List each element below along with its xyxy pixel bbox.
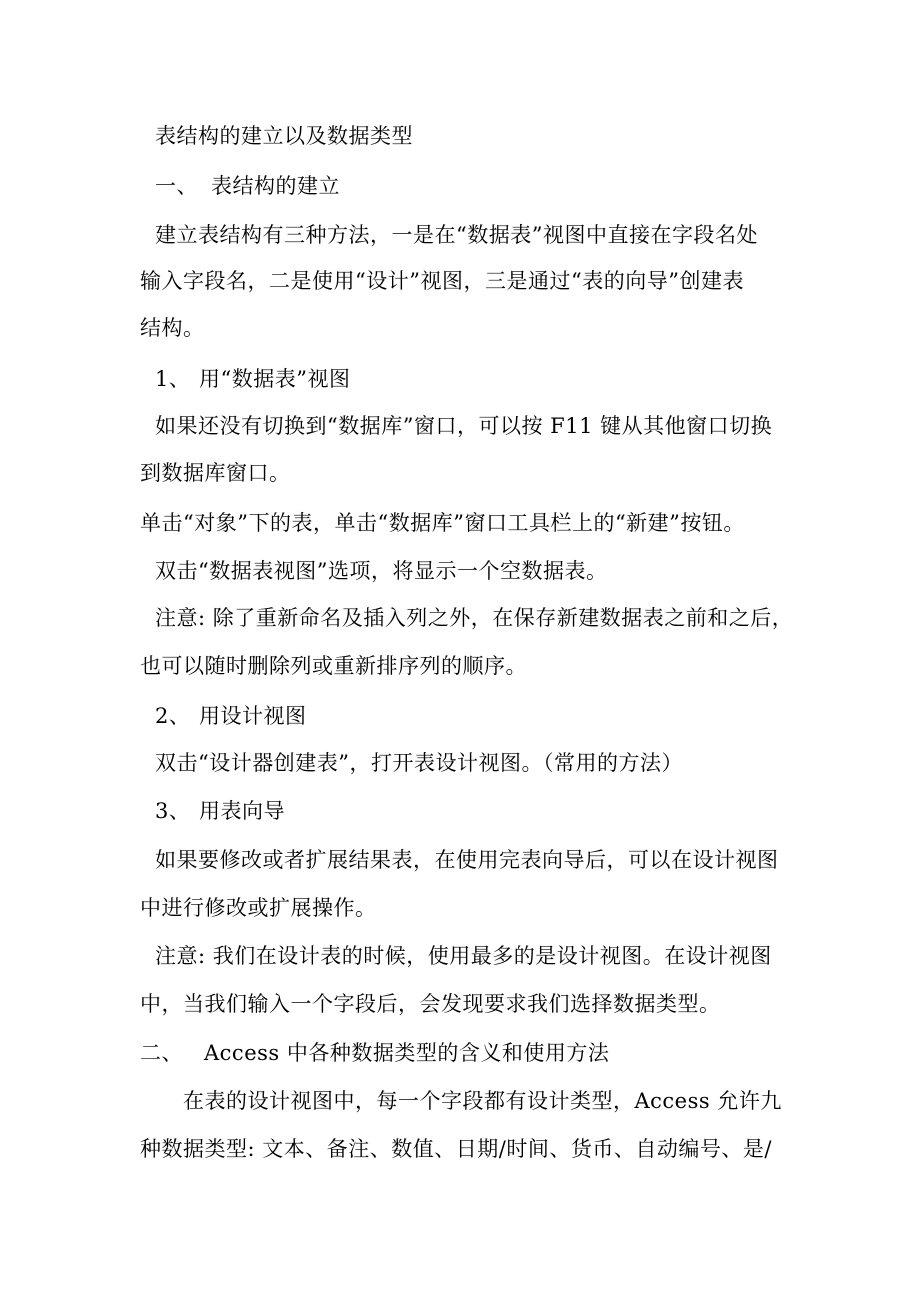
intro-line-3: 结构。	[140, 316, 205, 340]
item-2-title: 用设计视图	[199, 704, 307, 728]
item-1-paragraph-2: 单击“对象”下的表，单击“数据库”窗口工具栏上的“新建”按钮。	[140, 511, 745, 535]
item-1-paragraph-3: 双击“数据表视图”选项，将显示一个空数据表。	[155, 559, 608, 583]
item-2-number: 2、	[155, 704, 191, 728]
item-3-note-line-2: 中，当我们输入一个字段后，会发现要求我们选择数据类型。	[140, 992, 721, 1016]
section-2-paragraph-line-2: 种数据类型: 文本、备注、数值、日期/时间、货币、自动编号、是/	[140, 1137, 772, 1161]
document-title: 表结构的建立以及数据类型	[155, 124, 413, 148]
section-1-title: 表结构的建立	[211, 174, 340, 198]
item-1-paragraph-1-line-2: 到数据库窗口。	[140, 461, 291, 485]
item-3-number: 3、	[155, 799, 191, 823]
intro-line-1: 建立表结构有三种方法，一是在“数据表”视图中直接在字段名处	[155, 223, 758, 247]
item-2-paragraph-1: 双击“设计器创建表”，打开表设计视图。（常用的方法）	[155, 751, 683, 775]
item-1-note-line-2: 也可以随时删除列或重新排序列的顺序。	[140, 654, 527, 678]
section-2-number: 二、	[140, 1041, 183, 1065]
item-3-title: 用表向导	[199, 799, 285, 823]
item-1-heading	[155, 365, 805, 393]
item-3-heading	[155, 797, 805, 825]
section-2-paragraph-line-1: 在表的设计视图中，每一个字段都有设计类型，Access 允许九	[183, 1089, 782, 1113]
item-1-paragraph-1-line-1: 如果还没有切换到“数据库”窗口，可以按 F11 键从其他窗口切换	[155, 414, 773, 438]
section-1-heading	[155, 172, 805, 200]
section-2-heading	[140, 1039, 790, 1067]
section-1-number: 一、	[155, 174, 198, 198]
item-1-number: 1、	[155, 367, 191, 391]
item-1-note-line-1: 注意: 除了重新命名及插入列之外，在保存新建数据表之前和之后，	[155, 606, 794, 630]
item-3-note-line-1: 注意: 我们在设计表的时候，使用最多的是设计视图。在设计视图	[155, 944, 772, 968]
section-2-title: Access 中各种数据类型的含义和使用方法	[204, 1041, 610, 1065]
item-1-title: 用“数据表”视图	[199, 367, 351, 391]
intro-line-2: 输入字段名，二是使用“设计”视图，三是通过“表的向导”创建表	[140, 269, 744, 293]
item-2-heading	[155, 702, 805, 730]
item-3-paragraph-1-line-1: 如果要修改或者扩展结果表，在使用完表向导后，可以在设计视图	[155, 848, 779, 872]
item-3-paragraph-1-line-2: 中进行修改或扩展操作。	[140, 896, 377, 920]
